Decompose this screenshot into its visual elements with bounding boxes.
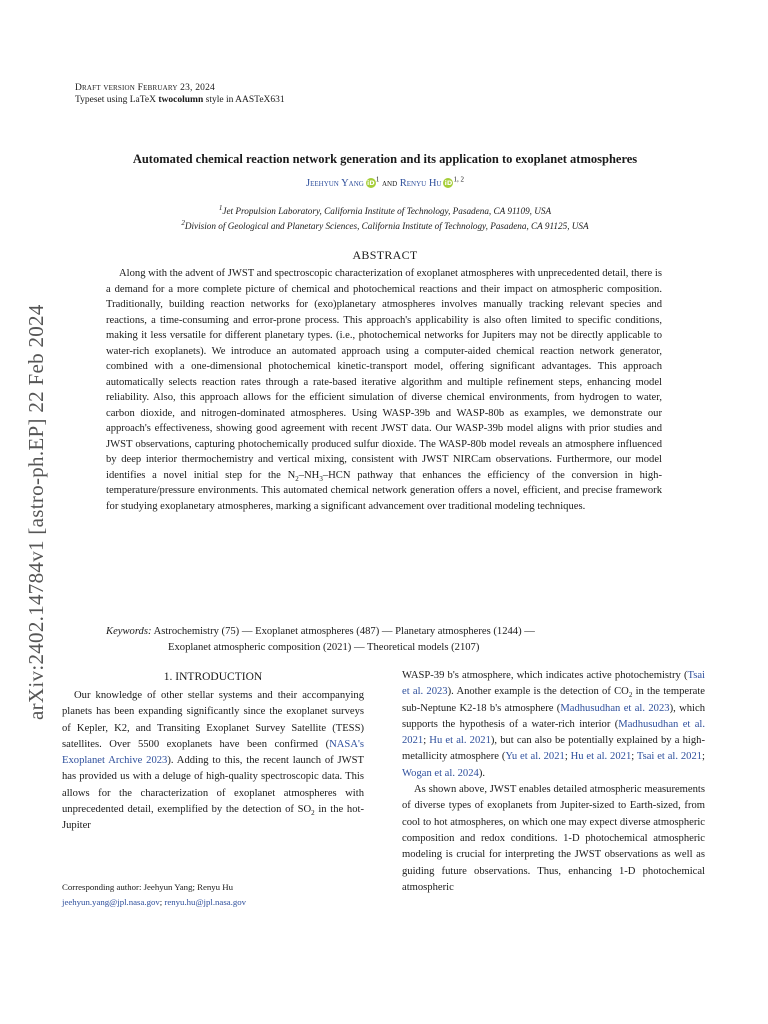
left-column-text: Our knowledge of other stellar systems and their accompanying planets has been expanding significantly since the exoplanet surveys of Kepler, K2, and Transiting Exoplanet Survey Satellite (TESS) satellites. Over 5500 exoplanets have been confirmed (NASA's Exoplanet Archive 2023). Adding to this, the recent launch of JWST has provided us with a deluge of high-quality spectroscopic data. This allows for the characterization of exoplanet atmospheres with unprecedented detail, exemplified by the detection of $SO_2$ in the hot-Jupiter: [62, 690, 365, 832]
typeset-prefix: Typeset using: [75, 95, 130, 105]
keywords-line: Astrochemistry (75) — Exoplanet atmospheres (487) — Planetary atmospheres (1244) —: [153, 626, 535, 637]
author-link-hu[interactable]: Renyu Hu: [399, 178, 442, 189]
citation-link[interactable]: NASA's Exoplanet Archive 2023: [62, 738, 364, 767]
paragraph: WASP-39 b's atmosphere, which indicates active photochemistry (Tsai et al. 2023). Another example is the detection of $CO_2$ in the temperate sub-Neptune K2-18 b's atmosphere (Madhusudhan et al. 2023), which supports the hypothesis of a water-rich interior (Madhusudhan et al. 2021; Hu et al. 2021), but can also be potentially explained by a high-metallicity atmosphere (Yu et al. 2021; Hu et al. 2021; Tsai et al. 2021; Wogan et al. 2024).: [402, 670, 705, 779]
affiliation: $^2$Division of Geological and Planetary Sciences, California Institute of Technology, Pasadena, CA 91125, USA: [181, 218, 589, 231]
abstract-heading: ABSTRACT: [352, 248, 418, 262]
keywords-label: Keywords:: [106, 626, 152, 637]
author-link-yang[interactable]: Jeehyun Yang: [306, 178, 364, 189]
email-line: jeehyun.yang@jpl.nasa.gov; renyu.hu@jpl.nasa.gov: [62, 897, 247, 907]
citation-link[interactable]: Hu et al. 2021: [570, 751, 632, 763]
keywords: [106, 624, 724, 655]
citation-link[interactable]: Madhusudhan et al. 2023: [560, 702, 670, 714]
draft-version: Draft version February 23, 2024: [75, 83, 216, 93]
citation-link[interactable]: Hu et al. 2021: [429, 735, 491, 747]
email-link[interactable]: renyu.hu@jpl.nasa.gov: [164, 897, 247, 907]
typeset-line: [75, 94, 285, 106]
corresponding-author: Corresponding author: Jeehyun Yang; Renyu Hu: [62, 882, 234, 892]
citation-link[interactable]: Yu et al. 2021: [505, 751, 565, 763]
right-column-text: [402, 668, 705, 896]
corresponding-author-footnote: [62, 880, 372, 910]
citation-link[interactable]: Tsai et al. 2021: [636, 751, 703, 763]
typeset-suffix: style in AASTeX631: [203, 95, 285, 105]
paper-title: Automated chemical reaction network generation and its application to exoplanet atmospheres: [132, 152, 638, 166]
affiliations: [60, 204, 710, 234]
twocolumn-label: twocolumn: [158, 95, 204, 105]
orcid-icon[interactable]: iD: [444, 179, 453, 187]
latex-logo: LaTeX: [129, 95, 156, 105]
author-list: [60, 175, 710, 189]
affiliation: $^1$Jet Propulsion Laboratory, California Institute of Technology, Pasadena, CA 91109, USA: [218, 203, 552, 216]
section-heading-introduction: 1. INTRODUCTION: [163, 671, 263, 683]
author-affil-mark: 1, 2: [453, 175, 464, 184]
keywords-line: Exoplanet atmospheric composition (2021) — Theoretical models (2107): [168, 641, 480, 653]
arxiv-side-stamp: arXiv:2402.14784v1 [astro-ph.EP] 22 Feb 2024: [24, 304, 48, 720]
paragraph: As shown above, JWST enables detailed atmospheric measurements of diverse types of exoplanets from Jupiter-sized to Earth-sized, from cool to hot atmospheres, on which one may expect diverse atmospheric composition and redox conditions. 1-D photochemical atmospheric modeling is crucial for interpreting the JWST observations as well as guiding future observations. Thus, enhancing 1-D photochemical atmospheric: [402, 784, 705, 893]
author-and: and: [381, 178, 398, 189]
abstract-text: Along with the advent of JWST and spectroscopic characterization of exoplanet atmospheres with unprecedented detail, there is a demand for a more complete picture of chemical and photochemical reactions and their impact on atmospheric composition. Traditionally, building reaction networks for (exo)planetary atmospheres involves manually tracking relevant species and reactions, a time-consuming and error-prone process. This approach's applicability is also often limited to specific conditions, making it less versatile for different planetary types. (i.e., photochemical networks for Jupiters may not be directly applicable to water-rich exoplanets). We introduce an automated approach using a computer-aided chemical reaction network generator, combined with a one-dimensional photochemical kinetic-transport model, offering significant advantages. This approach automatically selects reaction rates through a rate-based iterative algorithm and multiple refinement steps, enhancing model reliability. Also, this approach allows for the efficient simulation of diverse chemical environments, from hydrogen to water, carbon dioxide, and nitrogen-dominated atmospheres. Using WASP-39b and WASP-80b as examples, we demonstrate our approach's effectiveness, showing good agreement with recent JWST data. Our WASP-39b model aligns with prior studies and JWST observations, capturing photochemically produced sulfur dioxide. The WASP-80b model reveals an atmosphere influenced by deep interior thermochemistry and vertical mixing, consistent with JWST NIRCam observations. Furthermore, our model identifies a novel initial step for the $N_2-NH_3$–HCN pathway that enhances the efficiency of the conversion in high-temperature/pressure environments. This automated chemical network generation offers a novel, efficient, and precise framework for studying exoplanetary atmospheres, marking a significant advancement over traditional modeling techniques.: [106, 268, 662, 512]
email-link[interactable]: jeehyun.yang@jpl.nasa.gov: [62, 897, 160, 907]
orcid-icon[interactable]: iD: [367, 179, 375, 187]
author-affil-mark: 1: [375, 175, 380, 184]
citation-link[interactable]: Wogan et al. 2024: [402, 767, 479, 779]
citation-link[interactable]: Tsai et al. 2023: [402, 670, 705, 698]
citation-link[interactable]: Madhusudhan et al. 2021: [402, 718, 705, 747]
page-header: [75, 82, 285, 106]
